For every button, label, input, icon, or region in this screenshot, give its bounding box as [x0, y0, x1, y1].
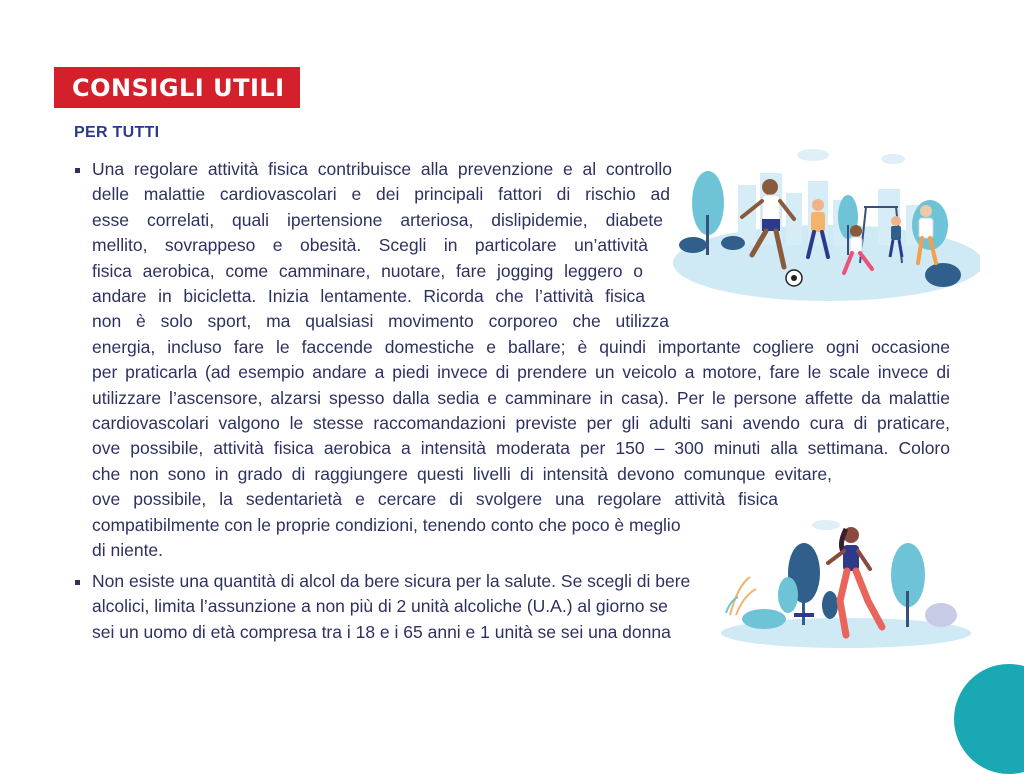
- bush-icon: [679, 237, 707, 253]
- corner-decoration: [954, 664, 1024, 774]
- text-line: energia, incluso fare le faccende domestiche e ballare; è quindi importante cogliere ogni occasione: [92, 336, 950, 357]
- tree-icon: [822, 591, 838, 619]
- text-line: compatibilmente con le proprie condizioni, tenendo conto che poco è meglio: [92, 514, 681, 535]
- text-line: Non esiste una quantità di alcol da bere sicura per la salute. Se scegli di bere: [92, 571, 691, 591]
- text-line: ove possibile, la sedentarietà e cercare di svolgere una regolare attività fisica: [92, 489, 778, 510]
- bullet-marker: [75, 580, 80, 585]
- park-sports-illustration: [668, 145, 980, 305]
- bullet-marker: [75, 168, 80, 173]
- tree-icon: [778, 577, 798, 613]
- text-line: per praticarla (ad esempio andare a piedi invece di prendere un veicolo a motore, fare le scale invece di: [92, 362, 950, 383]
- bench-icon: [794, 613, 814, 617]
- text-line: Una regolare attività fisica contribuisce alla prevenzione e al controllo: [92, 159, 672, 179]
- text-line: andare in bicicletta. Inizia lentamente. Ricorda che l’attività fisica: [92, 286, 645, 307]
- woman-walking-park-illustration: [716, 515, 976, 650]
- bush-icon: [925, 263, 961, 287]
- text-line: ove possibile, attività fisica aerobica a intensità moderata per 150 – 300 minuti alla settimana. Coloro: [92, 438, 950, 459]
- text-line: di niente.: [92, 540, 164, 561]
- section-title-banner: [54, 67, 300, 108]
- section-subtitle: PER TUTTI: [74, 124, 160, 141]
- bush-icon: [925, 603, 957, 627]
- text-line: non è solo sport, ma qualsiasi movimento corporeo che utilizza: [92, 311, 669, 332]
- text-line: sei un uomo di età compresa tra i 18 e i 65 anni e 1 unità se sei una donna: [92, 621, 671, 642]
- text-line: alcolici, limita l’assunzione a non più di 2 unità alcoliche (U.A.) al giorno se: [92, 596, 668, 617]
- plant-icon: [730, 577, 756, 615]
- text-line: che non sono in grado di raggiungere questi livelli di intensità devono comunque evitare,: [92, 463, 832, 484]
- text-line: fisica aerobica, come camminare, nuotare, fare jogging leggero o: [92, 260, 643, 281]
- text-line: utilizzare l’ascensore, alzarsi spesso dalla sedia e camminare in casa). Per le persone affette da malattie: [92, 387, 950, 408]
- bush-icon: [742, 609, 786, 629]
- bullet-paragraph-2: [92, 569, 702, 645]
- section-title: CONSIGLI UTILI: [72, 73, 285, 102]
- text-line: mellito, sovrappeso e obesità. Scegli in particolare un’attività: [92, 235, 648, 256]
- bush-icon: [721, 236, 745, 250]
- text-line: cardiovascolari valgono le stesse raccomandazioni previste per gli adulti sani avendo cura di praticare,: [92, 413, 950, 434]
- text-line: esse correlati, quali ipertensione arteriosa, dislipidemie, diabete: [92, 209, 663, 230]
- text-line: delle malattie cardiovascolari e dei principali fattori di rischio ad: [92, 184, 670, 205]
